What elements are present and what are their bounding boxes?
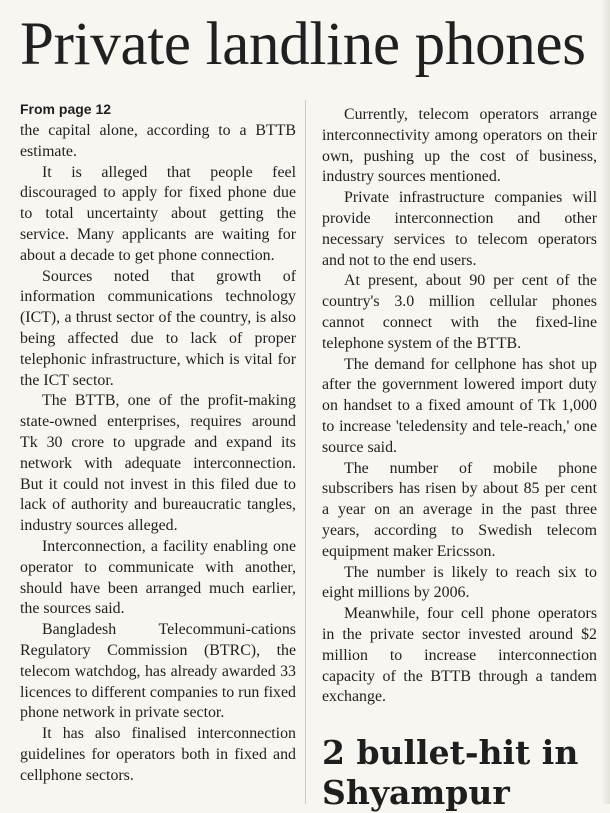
paragraph: It has also finalised interconnection guidelines for operators both in fixed and cellphone sectors. bbox=[20, 725, 296, 784]
headline: Private landline phones bbox=[20, 11, 586, 78]
paragraph: It is alleged that people feel discouraged to apply for fixed phone due to total uncertainty about getting the service. Many applicants are waiting for about a decade to get phone connection. bbox=[20, 163, 296, 264]
paragraph: Sources noted that growth of information communications technology (ICT), a thrust sector of the country, is also being affected due to lack of proper telephonic infrastructure, which is vital for the ICT sector. bbox=[20, 267, 296, 389]
next-article-headline: 2 bullet-hit in Shyampur bbox=[322, 733, 579, 812]
paragraph: the capital alone, according to a BTTB estimate. bbox=[20, 122, 296, 160]
paragraph: Currently, telecom operators arrange interconnectivity among operators on their own, pushing up the cost of business, industry sources mentioned. bbox=[322, 106, 597, 186]
left-column bbox=[20, 100, 296, 787]
paragraph: The demand for cellphone has shot up after the government lowered import duty on handset to a fixed amount of Tk 1,000 to increase 'teledensity and tele-reach,' one source said. bbox=[322, 355, 597, 456]
page-edge bbox=[603, 0, 610, 804]
paragraph: Meanwhile, four cell phone operators in the private sector invested around $2 million to increase interconnection capacity of the BTTB through a tandem exchange. bbox=[322, 605, 597, 706]
continuation-label: From page 12 bbox=[20, 101, 112, 117]
paragraph: Private infrastructure companies will provide interconnection and other necessary services to telecom operators and not to the end users. bbox=[322, 189, 597, 269]
paragraph: Interconnection, a facility enabling one operator to communicate with another, should have been arranged much earlier, the sources said. bbox=[20, 537, 296, 618]
paragraph: The number of mobile phone subscribers has risen by about 85 per cent a year on an average in the past three years, according to Swedish telecom equipment maker Ericsson. bbox=[322, 459, 597, 560]
right-column bbox=[322, 105, 597, 708]
column-divider bbox=[305, 100, 306, 804]
paragraph: Bangladesh Telecommuni-cations Regulatory Commission (BTRC), the telecom watchdog, has already awarded 33 licences to different companies to run fixed phone network in private sector. bbox=[20, 621, 296, 722]
paragraph: The number is likely to reach six to eight millions by 2006. bbox=[322, 563, 597, 602]
paragraph: The BTTB, one of the profit-making state-owned enterprises, requires around Tk 30 crore to upgrade and expand its network with adequate interconnection. But it could not invest in this filed due to lack of authority and bureaucratic tangles, industry sources alleged. bbox=[20, 392, 296, 535]
paragraph: At present, about 90 per cent of the country's 3.0 million cellular phones cannot connect with the fixed-line telephone system of the BTTB. bbox=[322, 272, 597, 352]
